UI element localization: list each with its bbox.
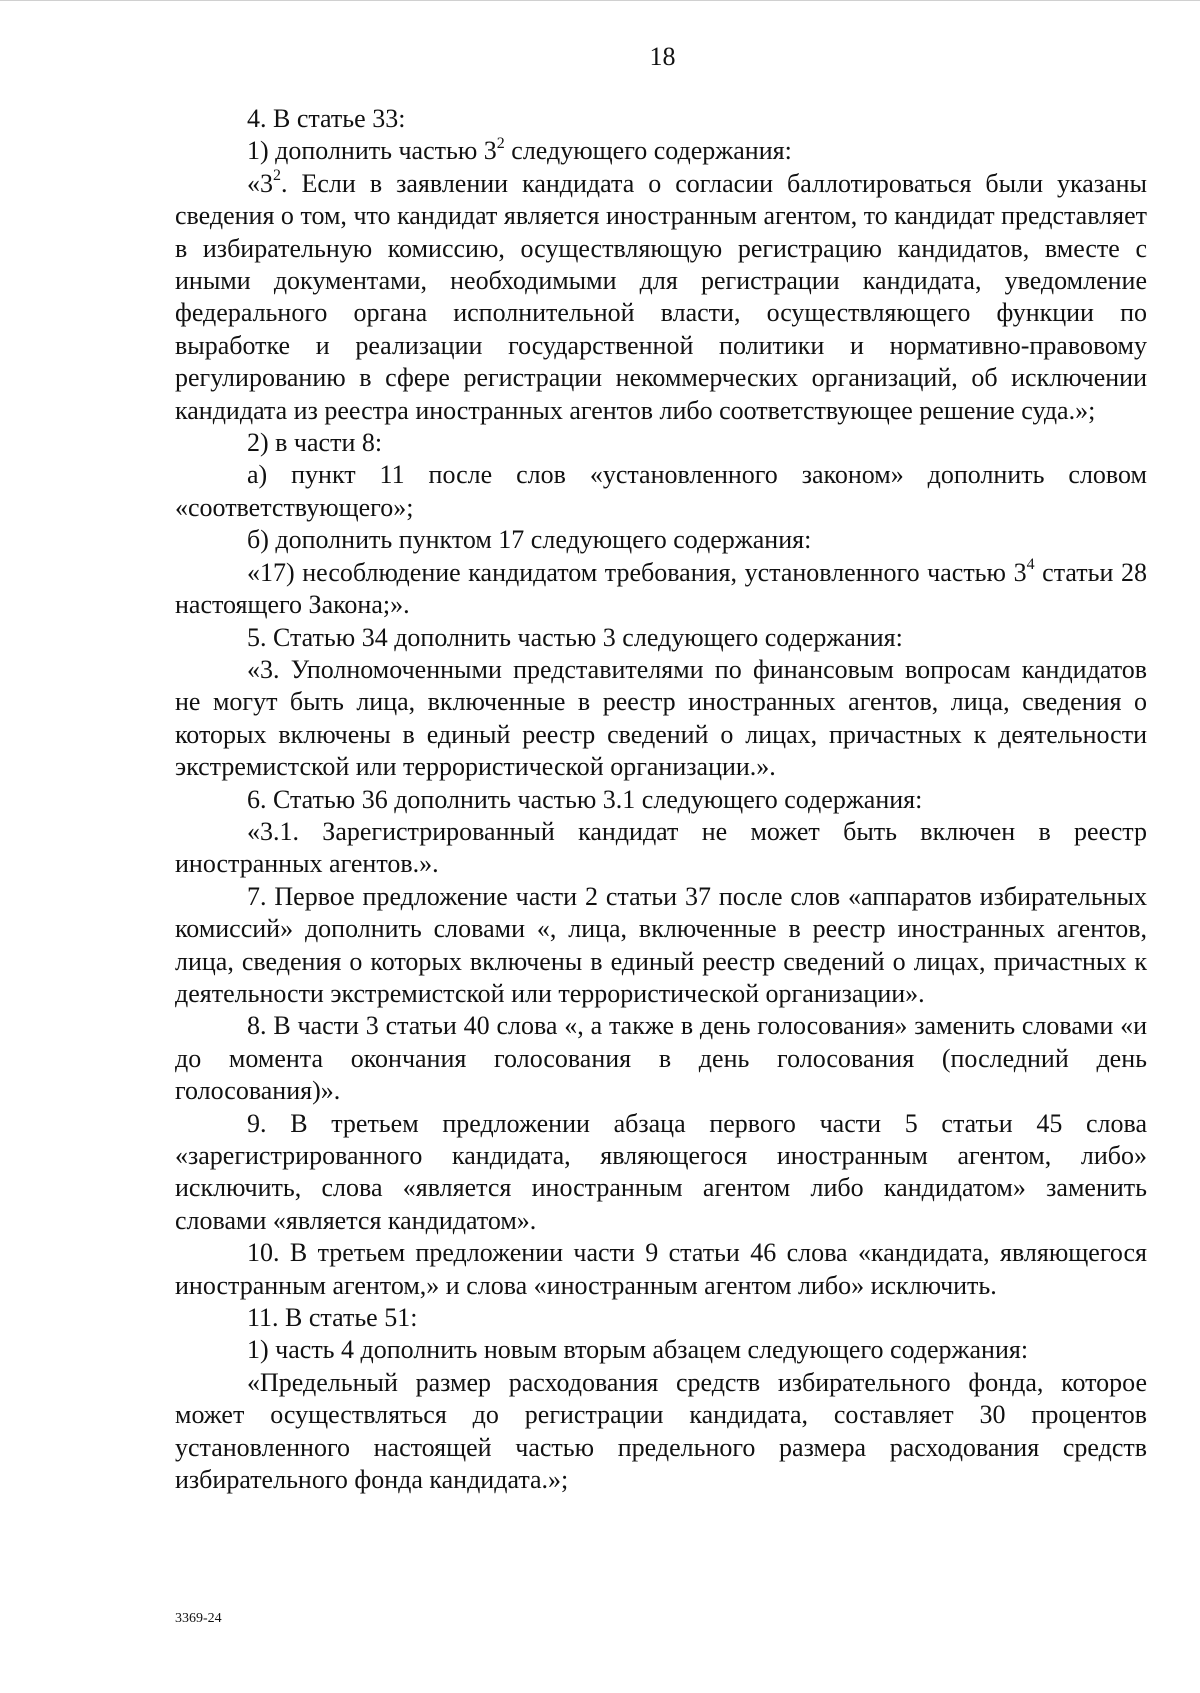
paragraph: «$3^2$. Если в заявлении кандидата о согласии баллотироваться были указаны сведения о том, что кандидат является иностранным агентом, то кандидат представляет в избирательную комиссию, осуществляющую регистрацию кандидатов, вместе с иными документами, необходимыми для регистрации кандидата, уведомление федерального органа исполнительной власти, осуществляющего функции по выработке и реализации государственной политики и нормативно-правовому регулированию в сфере регистрации некоммерческих организаций, об исключении кандидата из реестра иностранных агентов либо соответствующее решение суда.»;: [175, 167, 1147, 425]
document-body: [175, 103, 1147, 1496]
paragraph: 1) дополнить частью $3^2$ следующего содержания:: [247, 134, 792, 166]
paragraph: б) дополнить пунктом 17 следующего содержания:: [247, 525, 812, 555]
paragraph: «3. Уполномоченными представителями по финансовым вопросам кандидатов не могут быть лица, включенные в реестр иностранных агентов, лица, сведения о которых включены в единый реестр сведений о лицах, причастных к деятельности экстремистской или террористической организации.».: [175, 654, 1147, 782]
paragraph: «3.1. Зарегистрированный кандидат не может быть включен в реестр иностранных агентов.».: [175, 816, 1147, 879]
paragraph: а) пункт 11 после слов «установленного законом» дополнить словом «соответствующего»;: [175, 460, 1147, 522]
paragraph: 1) часть 4 дополнить новым вторым абзацем следующего содержания:: [247, 1335, 1029, 1365]
paragraph: «17) несоблюдение кандидатом требования, установленного частью $3^4$ статьи 28 настоящего Закона;».: [175, 556, 1147, 620]
superscript: 4: [1026, 556, 1035, 574]
superscript: 2: [496, 134, 505, 152]
superscript: 2: [273, 167, 281, 185]
paragraph: 4. В статье 33:: [247, 104, 406, 133]
paragraph: «Предельный размер расходования средств избирательного фонда, которое может осуществляться до регистрации кандидата, составляет 30 процентов установленного настоящей частью предельного размера расходования средств избирательного фонда кандидата.»;: [175, 1367, 1147, 1495]
paragraph: 11. В статье 51:: [247, 1303, 418, 1333]
document-number: 3369-24: [175, 1611, 222, 1626]
paragraph: 6. Статью 36 дополнить частью 3.1 следующего содержания:: [247, 784, 923, 814]
paragraph: 7. Первое предложение части 2 статьи 37 после слов «аппаратов избирательных комиссий» дополнить словами «, лица, включенные в реестр иностранных агентов, лица, сведения о которых включены в единый реестр сведений о лицах, причастных к деятельности экстремистской или террористической организации».: [175, 881, 1147, 1008]
paragraph: 5. Статью 34 дополнить частью 3 следующего содержания:: [247, 622, 903, 652]
paragraph: 10. В третьем предложении части 9 статьи 46 слова «кандидата, являющегося иностранным агентом,» и слова «иностранным агентом либо» исключить.: [175, 1238, 1147, 1300]
paragraph: 9. В третьем предложении абзаца первого части 5 статьи 45 слова «зарегистрированного кандидата, являющегося иностранным агентом, либо» исключить, слова «является иностранным агентом либо кандидатом» заменить словами «является кандидатом».: [175, 1108, 1147, 1235]
paragraph: 8. В части 3 статьи 40 слова «, а также в день голосования» заменить словами «и до момента окончания голосования в день голосования (последний день голосования)».: [175, 1011, 1147, 1106]
top-edge-line: [0, 0, 1200, 1]
page-number: 18: [649, 42, 676, 71]
paragraph: 2) в части 8:: [247, 428, 383, 458]
